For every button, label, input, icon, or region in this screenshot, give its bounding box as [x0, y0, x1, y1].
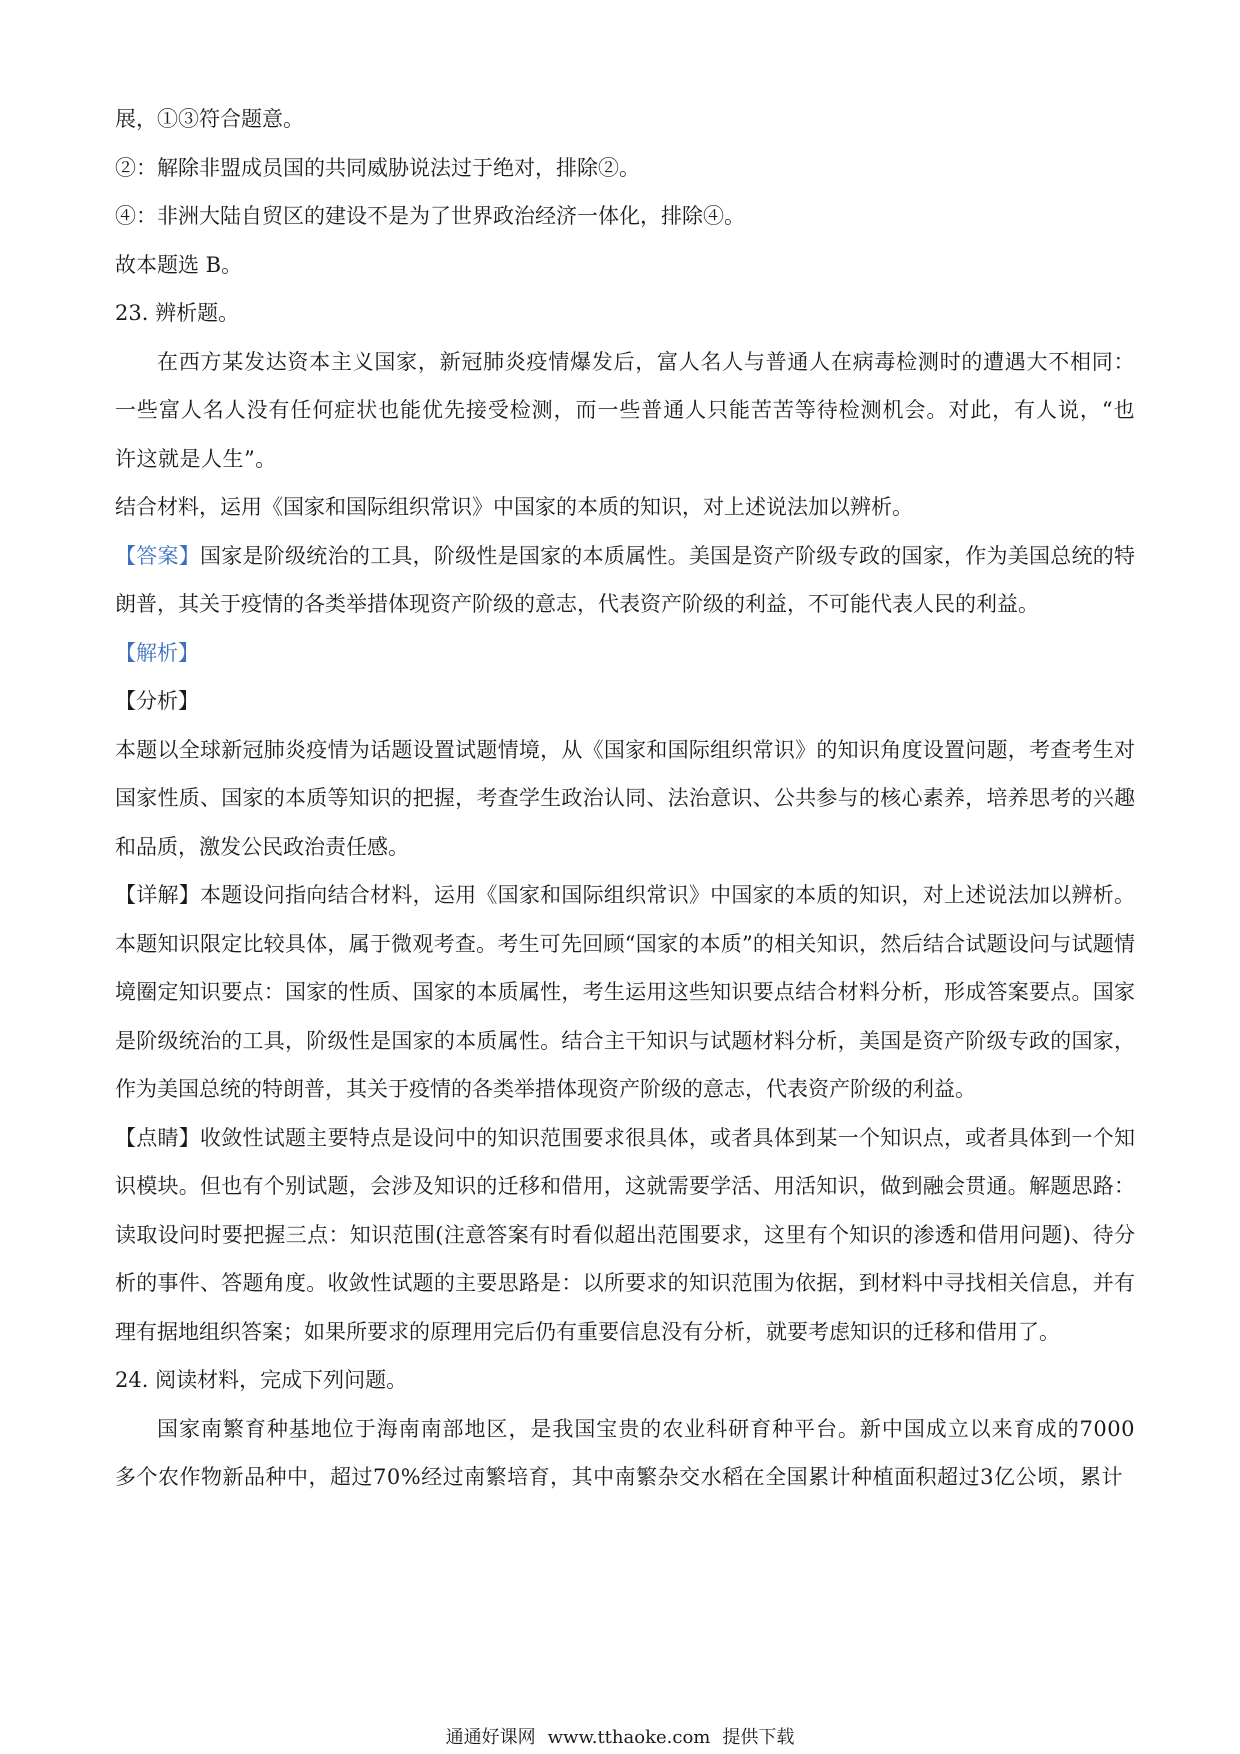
question-24-heading: 24. 阅读材料，完成下列问题。: [115, 1368, 408, 1392]
text-line: 展，①③符合题意。: [115, 107, 304, 131]
detail-paragraph: [115, 871, 1135, 1114]
text-line: ④：非洲大陆自贸区的建设不是为了世界政治经济一体化，排除④。: [115, 204, 745, 228]
footer-suffix: 提供下载: [722, 1727, 795, 1748]
question-24-material: 国家南繁育种基地位于海南南部地区，是我国宝贵的农业科研育种平台。新中国成立以来育成的7000多个农作物新品种中，超过70%经过南繁培育，其中南繁杂交水稻在全国累计种植面积超过3亿公顷，累计: [115, 1416, 1135, 1489]
dianjing-text: 收敛性试题主要特点是设问中的知识范围要求很具体，或者具体到某一个知识点，或者具体到一个知识模块。但也有个别试题，会涉及知识的迁移和借用，这就需要学活、用活知识，做到融会贯通。解题思路：读取设问时要把握三点：知识范围(注意答案有时看似超出范围要求，这里有个知识的渗透和借用问题)、待分析的事件、答题角度。收敛性试题的主要思路是：以所要求的知识范围为依据，到材料中寻找相关信息，并有理有据地组织答案；如果所要求的原理用完后仍有重要信息没有分析，就要考虑知识的迁移和借用了。: [115, 1125, 1136, 1344]
answer-paragraph: [115, 532, 1135, 629]
question-23-prompt: 结合材料，运用《国家和国际组织常识》中国家的本质的知识，对上述说法加以辨析。: [115, 495, 913, 519]
text-line: ②：解除非盟成员国的共同威胁说法过于绝对，排除②。: [115, 155, 640, 180]
question-23-material: 在西方某发达资本主义国家，新冠肺炎疫情爆发后，富人名人与普通人在病毒检测时的遭遇大不相同：一些富人名人没有任何症状也能优先接受检测，而一些普通人只能苦苦等待检测机会。对此，有人说，“也许这就是人生”。: [115, 349, 1135, 471]
analysis-tag-line: [115, 629, 1135, 678]
detail-text: 本题设问指向结合材料，运用《国家和国际组织常识》中国家的本质的知识，对上述说法加以辨析。本题知识限定比较具体，属于微观考查。考生可先回顾“国家的本质”的相关知识，然后结合试题设问与试题情境圈定知识要点：国家的性质、国家的本质属性，考生运用这些知识要点结合材料分析，形成答案要点。国家是阶级统治的工具，阶级性是国家的本质属性。结合主干知识与试题材料分析，美国是资产阶级专政的国家，作为美国总统的特朗普，其关于疫情的各类举措体现资产阶级的意志，代表资产阶级的利益。: [115, 883, 1136, 1101]
footer-site-name: 通通好课网: [445, 1727, 536, 1748]
page-content: [115, 95, 1135, 1502]
analysis-tag: 【解析】: [115, 640, 199, 665]
detail-tag: 【详解】: [115, 883, 201, 907]
footer-site-url[interactable]: www.tthaoke.com: [547, 1727, 711, 1748]
dianjing-tag: 【点睛】: [115, 1125, 201, 1150]
question-23-heading: 23. 辨析题。: [115, 301, 240, 325]
fenxi-tag-line: [115, 677, 1135, 726]
page-footer: [0, 1726, 1240, 1750]
answer-text: 国家是阶级统治的工具，阶级性是国家的本质属性。美国是资产阶级专政的国家，作为美国总统的特朗普，其关于疫情的各类举措体现资产阶级的意志，代表资产阶级的利益，不可能代表人民的利益。: [115, 543, 1136, 616]
text-line: 故本题选 B。: [115, 252, 243, 277]
answer-tag: 【答案】: [115, 543, 201, 568]
fenxi-paragraph: 本题以全球新冠肺炎疫情为话题设置试题情境，从《国家和国际组织常识》的知识角度设置问题，考查考生对国家性质、国家的本质等知识的把握，考查学生政治认同、法治意识、公共参与的核心素养，培养思考的兴趣和品质，激发公民政治责任感。: [115, 737, 1135, 859]
dianjing-paragraph: [115, 1114, 1135, 1357]
fenxi-tag: 【分析】: [115, 689, 199, 713]
